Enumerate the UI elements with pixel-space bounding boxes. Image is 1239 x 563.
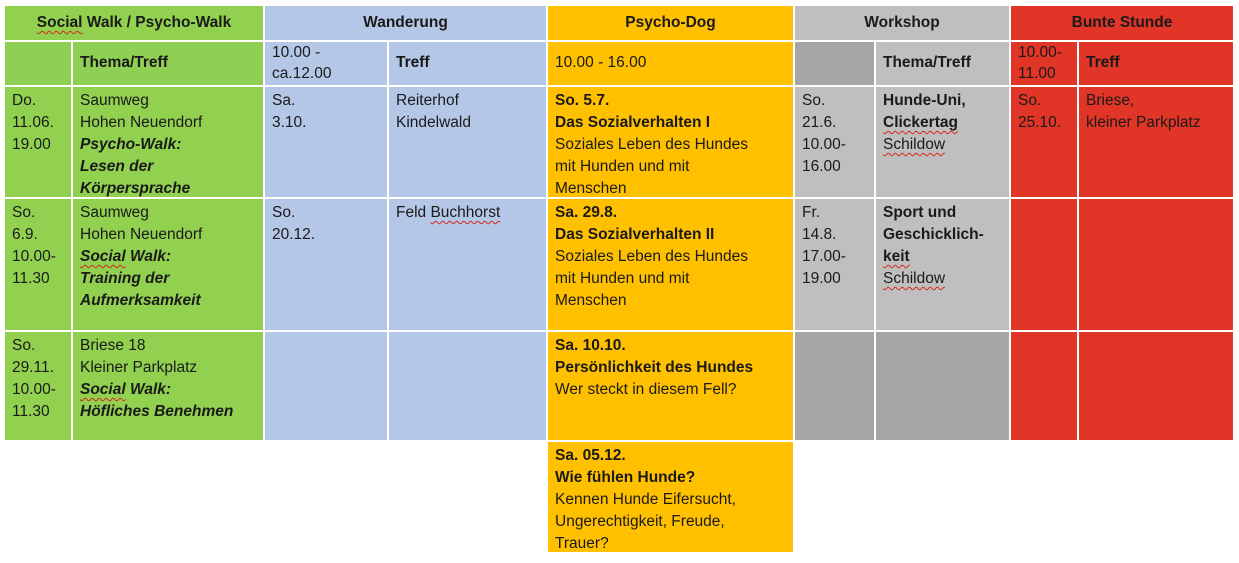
workshop-event-1 [876, 87, 1009, 197]
social-date-2-date: 6.9. [12, 226, 38, 243]
social-event-1-place-2: Hohen Neuendorf [80, 114, 203, 131]
bunte-place-1-line-1: Briese, [1086, 92, 1135, 109]
subheader-bunte-time-2: 11.00 [1018, 65, 1056, 82]
workshop-date-1-time-1: 10.00- [802, 136, 846, 153]
psychodog-event-4 [548, 442, 793, 552]
psychodog-event-2-desc-2: mit Hunden und mit [555, 270, 690, 287]
social-date-2-time-1: 10.00- [12, 248, 56, 265]
social-event-2-topic-2: Training der [80, 270, 170, 287]
social-date-3-day: So. [12, 337, 36, 354]
social-date-2 [5, 199, 71, 330]
subheader-bunte-treff-text: Treff [1086, 54, 1120, 71]
header-workshop: Workshop [795, 6, 1009, 40]
workshop-event-1-title-1: Hunde-Uni, [883, 92, 966, 109]
wander-place-1-line-2: Kindelwald [396, 114, 471, 131]
workshop-event-2 [876, 199, 1009, 330]
workshop-date-2-time-1: 17.00- [802, 248, 846, 265]
psychodog-event-2-title: Das Sozialverhalten II [555, 226, 715, 243]
social-event-2-topic-rest: Walk: [125, 248, 172, 265]
workshop-date-2 [795, 199, 874, 330]
wander-date-2-date: 20.12. [272, 226, 316, 243]
social-event-3-topic-rest: Walk: [125, 381, 172, 398]
social-event-2-place-2: Hohen Neuendorf [80, 226, 203, 243]
wander-date-2 [265, 199, 387, 330]
social-event-3-topic-2: Höfliches Benehmen [80, 403, 234, 420]
workshop-date-3 [795, 332, 874, 440]
wander-place-2-line [396, 202, 539, 224]
workshop-event-3 [876, 332, 1009, 440]
psychodog-event-1 [548, 87, 793, 197]
subheader-social-thema [73, 42, 263, 85]
workshop-event-2-place-text: Schildow [883, 270, 946, 287]
bunte-date-3 [1011, 332, 1077, 440]
psychodog-event-1-date: So. 5.7. [555, 92, 610, 109]
social-event-3-place-1: Briese 18 [80, 337, 146, 354]
social-event-2-topic [80, 246, 256, 268]
subheader-social-blank [5, 42, 71, 85]
wander-date-3 [265, 332, 387, 440]
workshop-event-2-title-1: Sport und [883, 204, 957, 221]
subheader-wander-treff-text: Treff [396, 54, 430, 71]
social-event-2-topic-word: Social [80, 248, 126, 265]
psychodog-event-4-desc-1: Kennen Hunde Eifersucht, [555, 491, 736, 508]
bunte-date-1 [1011, 87, 1077, 197]
header-social-walk [5, 6, 263, 40]
social-date-2-day: So. [12, 204, 36, 221]
psychodog-event-2-desc-1: Soziales Leben des Hundes [555, 248, 749, 265]
social-event-1-topic-2: Lesen der [80, 158, 154, 175]
psychodog-event-4-desc-2: Ungerechtigkeit, Freude, [555, 513, 725, 530]
header-social-rest: Walk / Psycho-Walk [82, 14, 232, 31]
workshop-date-2-time-2: 19.00 [802, 270, 841, 287]
social-date-2-time-2: 11.30 [12, 270, 50, 287]
psychodog-event-2-date: Sa. 29.8. [555, 204, 618, 221]
social-event-1-place-1: Saumweg [80, 92, 149, 109]
psychodog-event-2-desc-3: Menschen [555, 292, 627, 309]
workshop-date-1-date: 21.6. [802, 114, 837, 131]
workshop-event-2-title-2: Geschicklich- [883, 226, 984, 243]
wander-date-1-day: Sa. [272, 92, 296, 109]
wander-place-1 [389, 87, 546, 197]
wander-date-2-day: So. [272, 204, 296, 221]
wander-place-2 [389, 199, 546, 330]
wander-date-1-date: 3.10. [272, 114, 307, 131]
workshop-date-1-day: So. [802, 92, 826, 109]
subheader-workshop-blank [795, 42, 874, 85]
psychodog-event-3 [548, 332, 793, 440]
social-event-2 [73, 199, 263, 330]
psychodog-event-4-title: Wie fühlen Hunde? [555, 469, 696, 486]
header-wanderung: Wanderung [265, 6, 546, 40]
workshop-event-1-place-text: Schildow [883, 136, 946, 153]
social-date-3-time-1: 10.00- [12, 381, 56, 398]
subheader-psychodog-time-text: 10.00 - 16.00 [555, 54, 647, 71]
subheader-bunte-time-1: 10.00- [1018, 44, 1062, 61]
subheader-bunte-treff [1079, 42, 1233, 85]
social-event-3 [73, 332, 263, 440]
psychodog-event-4-desc-3: Trauer? [555, 535, 609, 552]
social-date-3-time-2: 11.30 [12, 403, 50, 420]
bunte-date-2 [1011, 199, 1077, 330]
psychodog-event-1-desc-1: Soziales Leben des Hundes [555, 136, 749, 153]
subheader-wander-treff [389, 42, 546, 85]
psychodog-event-2 [548, 199, 793, 330]
subheader-wander-time-1: 10.00 - [272, 44, 321, 61]
social-event-3-topic-word: Social [80, 381, 126, 398]
workshop-date-2-date: 14.8. [802, 226, 837, 243]
subheader-bunte-time [1011, 42, 1077, 85]
subheader-wander-time-2: ca.12.00 [272, 65, 332, 82]
social-event-2-topic-3: Aufmerksamkeit [80, 292, 201, 309]
social-event-3-place-2: Kleiner Parkplatz [80, 359, 198, 376]
social-event-1 [73, 87, 263, 197]
subheader-social-thema-text: Thema/Treff [80, 54, 168, 71]
subheader-wander-time [265, 42, 387, 85]
wander-date-1 [265, 87, 387, 197]
workshop-event-2-title-3 [883, 246, 1002, 268]
bunte-date-1-day: So. [1018, 92, 1042, 109]
psychodog-event-3-title: Persönlichkeit des Hundes [555, 359, 754, 376]
social-date-1-day: Do. [12, 92, 37, 109]
wander-place-3 [389, 332, 546, 440]
psychodog-event-3-date: Sa. 10.10. [555, 337, 626, 354]
header-psycho-dog: Psycho-Dog [548, 6, 793, 40]
workshop-event-2-title-3-text: keit [883, 248, 910, 265]
social-date-1-time: 19.00 [12, 136, 51, 153]
bunte-place-1 [1079, 87, 1233, 197]
header-social-word: Social [36, 14, 83, 31]
social-event-1-topic-3: Körpersprache [80, 180, 191, 197]
psychodog-event-4-date: Sa. 05.12. [555, 447, 626, 464]
social-event-1-topic-text: Psycho-Walk: [80, 136, 182, 153]
header-bunte-stunde: Bunte Stunde [1011, 6, 1233, 40]
social-date-3-date: 29.11. [12, 359, 54, 376]
social-date-3 [5, 332, 71, 440]
subheader-psychodog-time [548, 42, 793, 85]
bunte-place-3 [1079, 332, 1233, 440]
workshop-event-2-place [883, 268, 1002, 290]
bunte-place-2 [1079, 199, 1233, 330]
social-event-2-place-1: Saumweg [80, 204, 149, 221]
wander-place-1-line-1: Reiterhof [396, 92, 459, 109]
workshop-event-1-title-2 [883, 112, 1002, 134]
social-event-3-topic [80, 379, 256, 401]
bunte-place-1-line-2: kleiner Parkplatz [1086, 114, 1201, 131]
psychodog-event-1-title: Das Sozialverhalten I [555, 114, 711, 131]
workshop-date-2-day: Fr. [802, 204, 821, 221]
subheader-workshop-thema-text: Thema/Treff [883, 54, 971, 71]
wander-place-2-name: Buchhorst [430, 204, 501, 221]
workshop-date-1-time-2: 16.00 [802, 158, 841, 175]
bunte-date-1-date: 25.10. [1018, 114, 1062, 131]
social-event-1-topic [80, 134, 256, 156]
workshop-event-1-place [883, 134, 1002, 156]
psychodog-event-1-desc-2: mit Hunden und mit [555, 158, 690, 175]
wander-place-2-pre: Feld [396, 204, 431, 221]
social-date-1-date: 11.06. [12, 114, 54, 131]
subheader-workshop-thema [876, 42, 1009, 85]
psychodog-event-1-desc-3: Menschen [555, 180, 627, 197]
social-date-1 [5, 87, 71, 197]
workshop-event-1-title-2-text: Clickertag [883, 114, 958, 131]
workshop-date-1 [795, 87, 874, 197]
psychodog-event-3-desc-1: Wer steckt in diesem Fell? [555, 381, 737, 398]
